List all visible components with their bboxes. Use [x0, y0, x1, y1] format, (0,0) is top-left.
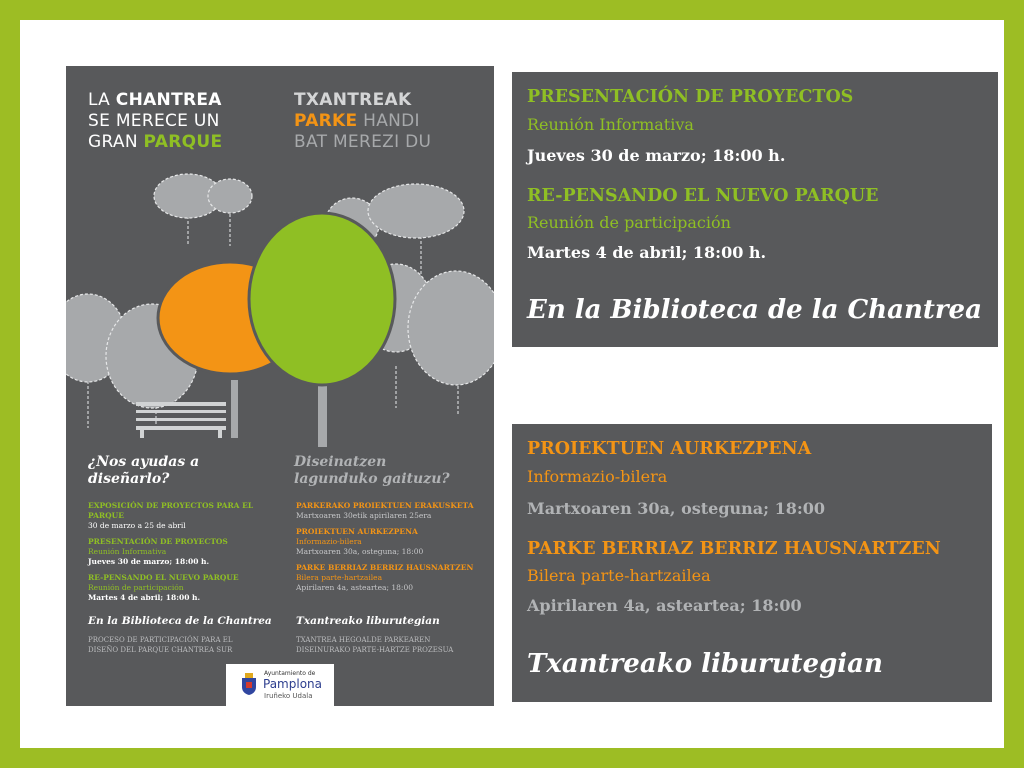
question-line: lagunduko gaituzu?: [294, 471, 450, 487]
headline-text: SE MERECE UN: [88, 111, 220, 131]
basque-venue: Txantreako liburutegian: [296, 615, 440, 627]
spanish-question: [88, 454, 199, 488]
logo-text: Pamplona: [263, 677, 322, 691]
logo-text: Ayuntamiento de: [264, 670, 316, 677]
event-title: PARKE BERRIAZ BERRIZ HAUSNARTZEN: [296, 563, 474, 572]
process-line: DISEÑO DEL PARQUE CHANTREA SUR: [88, 646, 233, 654]
event-title: PRESENTACIÓN DE PROYECTOS: [88, 537, 228, 546]
coat-of-arms-icon: [240, 672, 258, 696]
panel-subtitle: Informazio-bilera: [527, 467, 668, 486]
event-title: PARKERAKO PROIEKTUEN ERAKUSKETA: [296, 501, 474, 510]
question-line: Diseinatzen: [294, 454, 387, 470]
panel-date: Jueves 30 de marzo; 18:00 h.: [527, 146, 786, 165]
panel-title: PRESENTACIÓN DE PROYECTOS: [527, 87, 854, 107]
event-title: PROIEKTUEN AURKEZPENA: [296, 527, 418, 536]
spanish-headline: [88, 90, 222, 153]
process-line: TXANTREA HEGOALDE PARKEAREN: [296, 636, 431, 644]
panel-subtitle: Reunión de participación: [527, 213, 731, 232]
panel-date: Apirilaren 4a, asteartea; 18:00: [527, 596, 802, 615]
panel-subtitle: Reunión Informativa: [527, 115, 694, 134]
spanish-venue: En la Biblioteca de la Chantrea: [88, 615, 272, 627]
spanish-schedule: [88, 501, 283, 603]
process-line: PROCESO DE PARTICIPACIÓN PARA EL: [88, 636, 233, 644]
panel-date: Martxoaren 30a, osteguna; 18:00: [527, 499, 826, 518]
headline-text: BAT MEREZI DU: [294, 132, 432, 152]
panel-venue: En la Biblioteca de la Chantrea: [527, 295, 982, 325]
event-subtitle: Reunión Informativa: [88, 547, 167, 556]
event-title: RE-PENSANDO EL NUEVO PARQUE: [88, 573, 239, 582]
spanish-process-text: [88, 635, 278, 655]
headline-text: HANDI: [357, 111, 420, 131]
event-date: Martxoaren 30a, osteguna; 18:00: [296, 547, 424, 556]
event-subtitle: Informazio-bilera: [296, 537, 362, 546]
question-line: ¿Nos ayudas a: [88, 454, 200, 470]
basque-schedule: [296, 501, 491, 593]
panel-date: Martes 4 de abril; 18:00 h.: [527, 243, 767, 262]
panel-title: PROIEKTUEN AURKEZPENA: [527, 439, 812, 459]
event-subtitle: Bilera parte-hartzailea: [296, 573, 383, 582]
event-date: Martes 4 de abril; 18:00 h.: [88, 593, 201, 602]
logo-text: Iruñeko Udala: [264, 692, 313, 700]
basque-info-panel: [512, 424, 992, 702]
basque-process-text: [296, 635, 486, 655]
question-line: diseñarlo?: [88, 471, 170, 487]
event-date: Martxoaren 30etik apirilaren 25era: [296, 511, 432, 520]
headline-text: LA: [88, 90, 116, 110]
headline-text: PARKE: [294, 111, 358, 131]
headline-text: PARQUE: [143, 132, 223, 152]
green-tree-icon: [249, 213, 395, 447]
basque-headline: [294, 90, 431, 153]
panel-subtitle: Bilera parte-hartzailea: [527, 566, 711, 585]
process-line: DISEINURAKO PARTE-HARTZE PROZESUA: [296, 646, 454, 654]
panel-venue: Txantreako liburutegian: [527, 649, 883, 679]
tree-icon: [154, 174, 222, 246]
tree-icon: [408, 271, 494, 416]
park-illustration: [66, 166, 494, 456]
event-date: Apirilaren 4a, asteartea; 18:00: [296, 583, 413, 592]
pamplona-logo: [226, 664, 334, 706]
tree-icon: [208, 179, 252, 246]
headline-text: CHANTREA: [115, 90, 222, 110]
event-date: Jueves 30 de marzo; 18:00 h.: [88, 557, 210, 566]
spanish-info-panel: [512, 72, 998, 347]
headline-text: TXANTREAK: [294, 90, 412, 110]
event-title: EXPOSICIÓN DE PROYECTOS PARA EL PARQUE: [88, 501, 254, 520]
event-subtitle: Reunión de participación: [88, 583, 184, 592]
event-date: 30 de marzo a 25 de abril: [88, 521, 186, 530]
panel-title: PARKE BERRIAZ BERRIZ HAUSNARTZEN: [527, 539, 941, 559]
headline-text: GRAN: [88, 132, 144, 152]
panel-title: RE-PENSANDO EL NUEVO PARQUE: [527, 186, 879, 206]
basque-question: [294, 454, 450, 488]
poster: [66, 66, 494, 706]
